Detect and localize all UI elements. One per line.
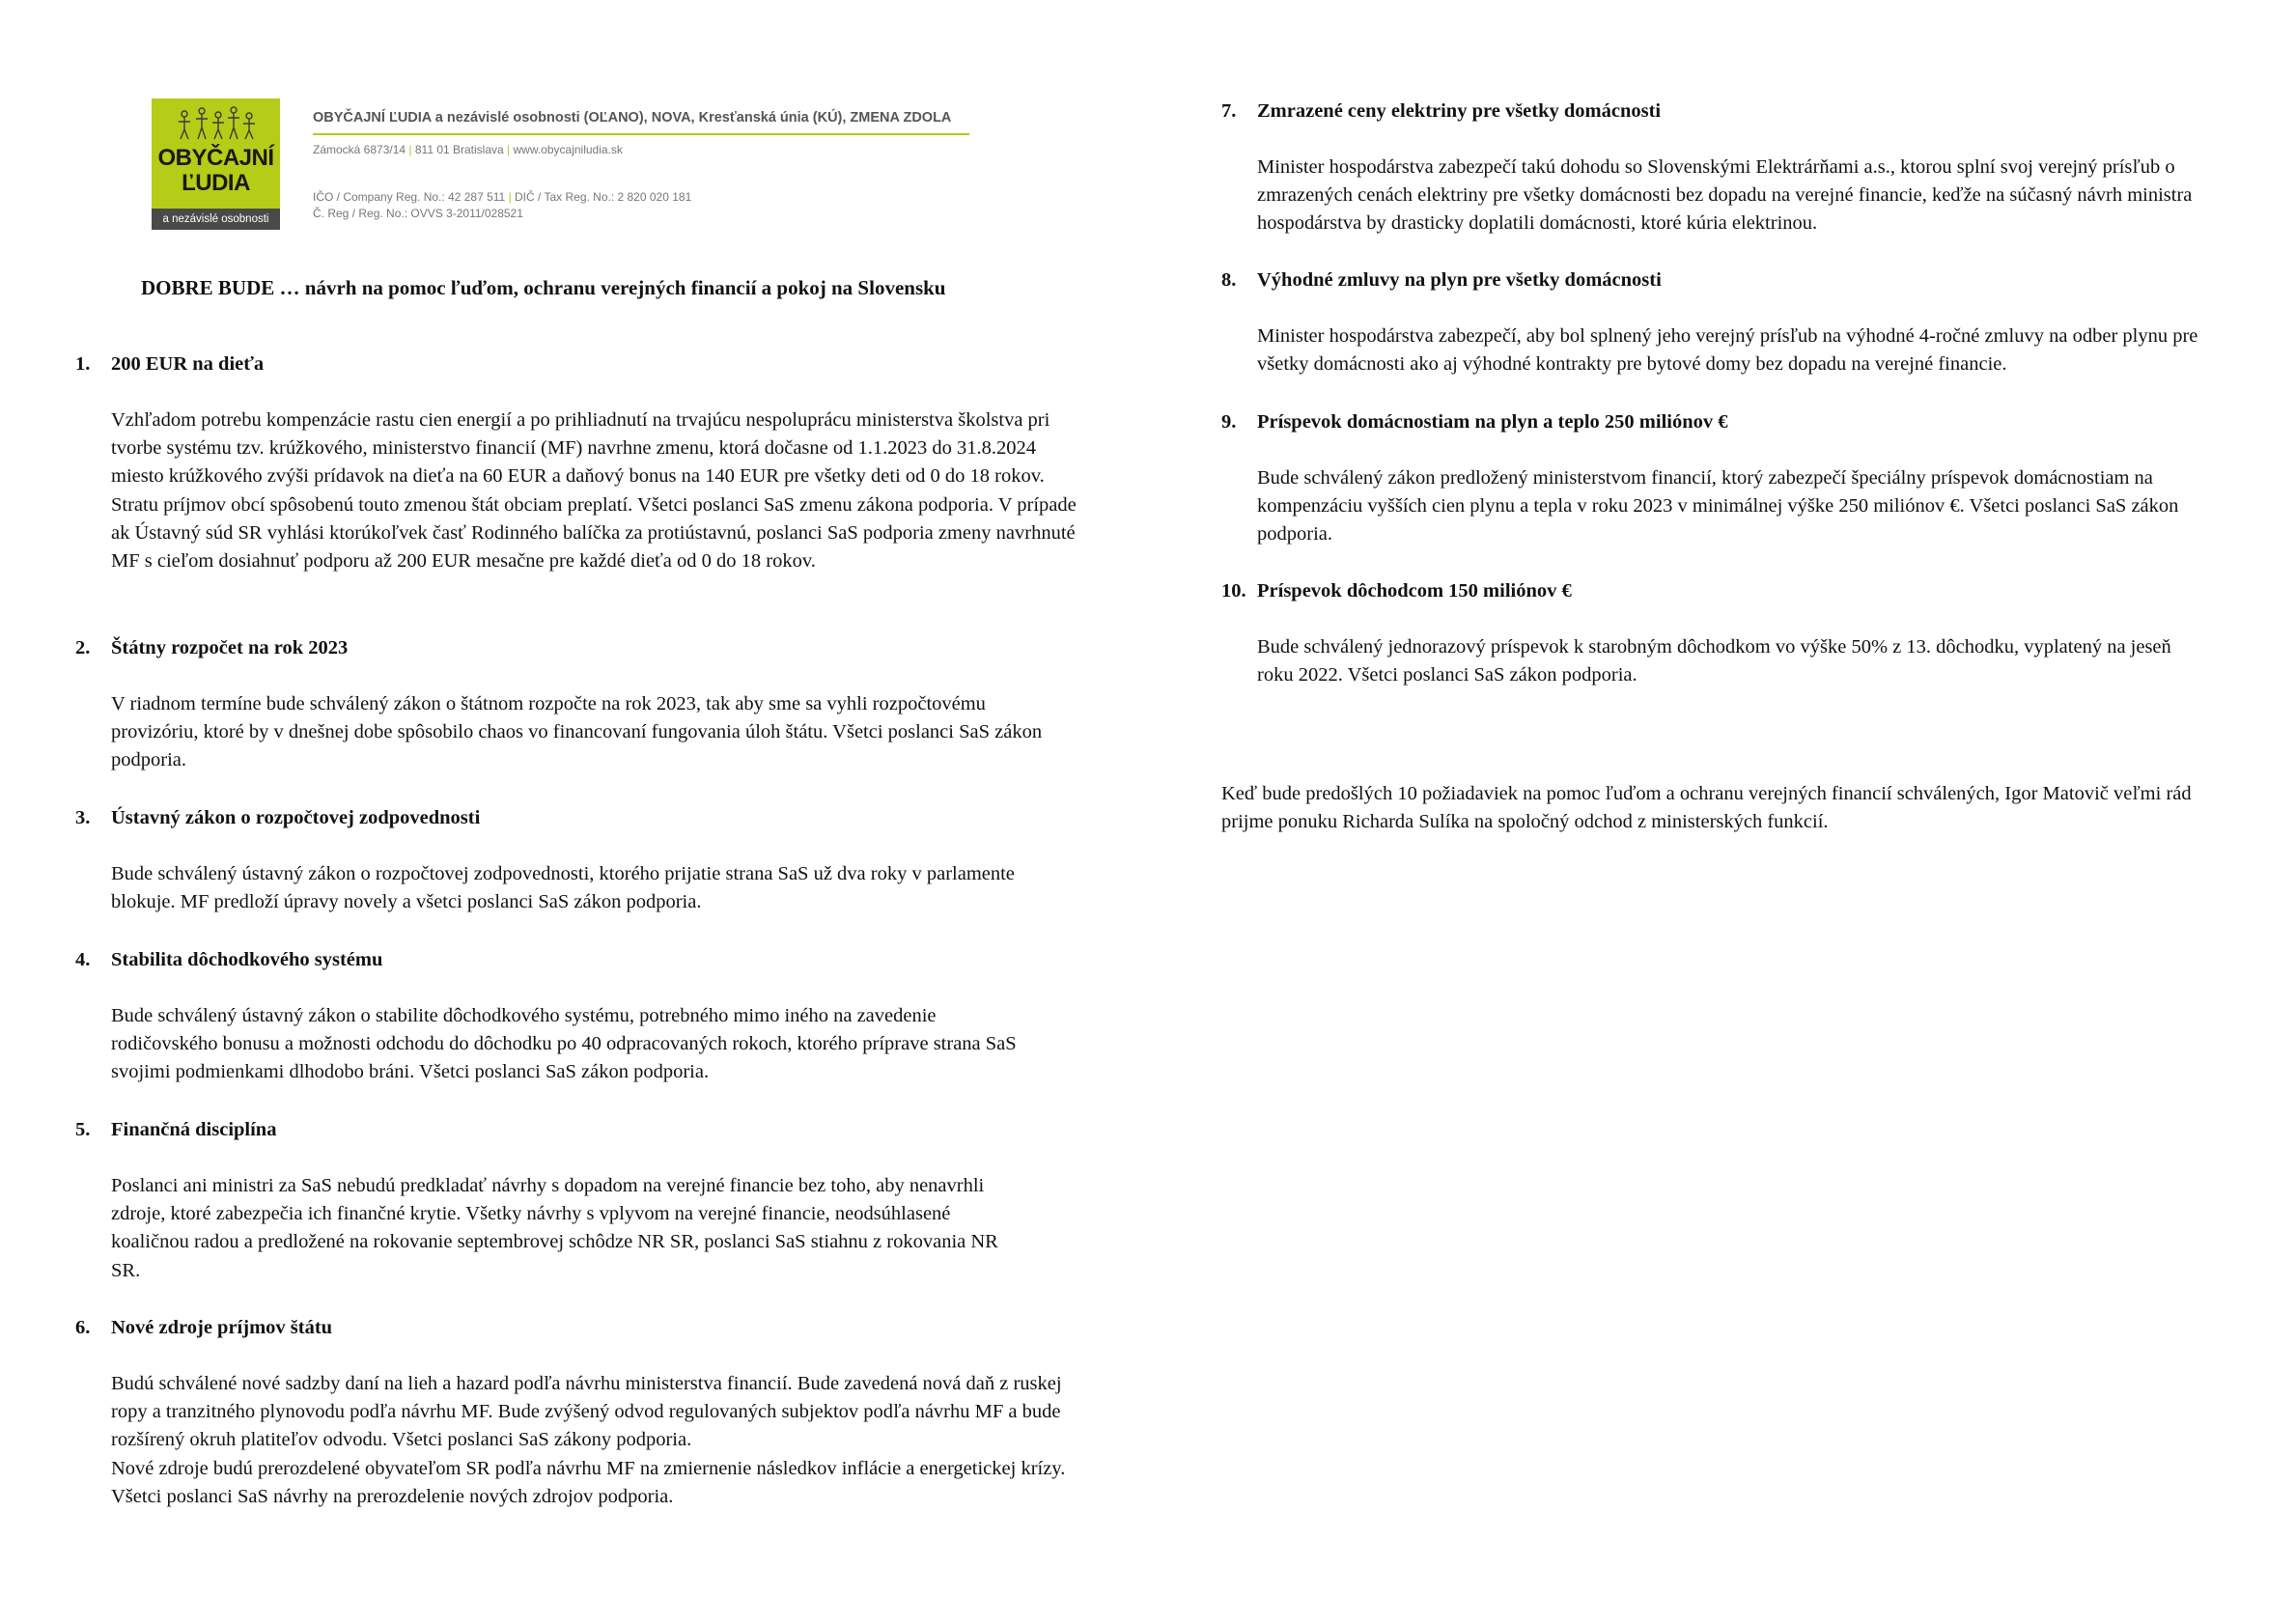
section-number: 7. <box>1221 100 1237 122</box>
section-heading <box>75 634 1050 662</box>
section-7 <box>1221 98 2216 238</box>
reg-ico: IČO / Company Reg. No.: 42 287 511 <box>313 190 506 204</box>
section-number: 2. <box>75 637 91 658</box>
address-street: Zámocká 6873/14 <box>313 143 406 156</box>
section-body <box>1257 322 2213 378</box>
paragraph: Minister hospodárstva zabezpečí takú dohodu so Slovenskými Elektrárňami a.s., ktorou splní svoj verejný prísľub o zmrazených cenách elektriny pre všetky domácnosti bez dopadu na verejné financie, keďže na súčasný návrh ministra hospodárstva by drasticky doplatili domácnosti, ktoré kúria elektrinou. <box>1257 156 2193 235</box>
section-title: Finančná disciplína <box>111 1119 277 1140</box>
section-number: 1. <box>75 353 91 375</box>
section-title: Štátny rozpočet na rok 2023 <box>111 637 349 658</box>
section-heading <box>1221 408 2216 436</box>
section-body <box>111 690 1048 775</box>
letterhead <box>152 98 982 230</box>
separator: | <box>408 143 415 156</box>
separator: | <box>507 143 514 156</box>
logo-subtitle: a nezávislé osobnosti <box>152 209 280 230</box>
section-body <box>111 1370 1067 1511</box>
closing-paragraph: Keď bude predošlých 10 požiadaviek na pomoc ľuďom a ochranu verejných financií schválených, Igor Matovič veľmi rád prijme ponuku Richarda Sulíka na spoločný odchod z ministerských funkcií. <box>1221 783 2192 833</box>
section-8 <box>1221 266 2216 378</box>
paragraph: Minister hospodárstva zabezpečí, aby bol splnený jeho verejný prísľub na výhodné 4-ročné zmluvy na odber plynu pre všetky domácnosti ako aj výhodné kontrakty pre bytové domy bez dopadu na verejné financie. <box>1257 325 2198 376</box>
party-logo <box>152 98 280 230</box>
people-silhouette-icon <box>173 106 260 141</box>
paragraph: Bude schválený ústavný zákon o stabilite dôchodkového systému, potrebného mimo iného na zavedenie rodičovského bonusu a možnosti odchodu do dôchodku po 40 odpracovaných rokoch, ktorého príprave strana SaS svojimi podmienkami dlhodobo bráni. Všetci poslanci SaS zákon podporia. <box>111 1005 1017 1083</box>
paragraph: Bude schválený zákon predložený ministerstvom financií, ktorý zabezpečí špeciálny príspevok domácnostiam na kompenzáciu vyšších cien plynu a tepla v roku 2023 v minimálnej výške 250 miliónov €. Všetci poslanci SaS zákon podporia. <box>1257 467 2179 546</box>
section-body <box>1257 154 2194 238</box>
letterhead-registration <box>313 190 691 204</box>
section-heading <box>75 1116 1050 1144</box>
address-web: www.obycajniludia.sk <box>513 143 623 156</box>
section-heading <box>75 946 1050 974</box>
paragraph: Poslanci ani ministri za SaS nebudú predkladať návrhy s dopadom na verejné financie bez toho, aby nenavrhli zdroje, ktoré zabezpečia ich finančné krytie. Všetky návrhy s vplyvom na verejné financie, neodsúhlasené koaličnou radou a predložené na rokovanie septembrovej schôdze NR SR, poslanci SaS stiahnu z rokovania NR SR. <box>111 1175 998 1281</box>
section-number: 10. <box>1221 580 1246 602</box>
section-5 <box>75 1116 1050 1285</box>
section-number: 4. <box>75 949 91 970</box>
address-city: 811 01 Bratislava <box>414 143 504 156</box>
paragraph: V riadnom termíne bude schválený zákon o štátnom rozpočte na rok 2023, tak aby sme sa vyhli rozpočtovému provizóriu, ktoré by v dnešnej dobe spôsobilo chaos vo financovaní fungovania úloh štátu. Všetci poslanci SaS zákon podporia. <box>111 693 1043 771</box>
section-title: Ústavný zákon o rozpočtovej zodpovednosti <box>111 807 481 828</box>
paragraph: Budú schválené nové sadzby daní na lieh a hazard podľa návrhu ministerstva financií. Bude zavedená nová daň z ruskej ropy a tranzitného plynovodu podľa návrhu MF. Bude zvýšený odvod regulovaných subjektov podľa návrhu MF a bude rozšírený okruh platiteľov odvodu. Všetci poslanci SaS zákony podporia. <box>111 1373 1062 1451</box>
section-body <box>111 1172 1028 1285</box>
paragraph: Vzhľadom potrebu kompenzácie rastu cien energií a po prihliadnutí na trvajúcu nespoluprácu ministerstva školstva pri tvorbe systému tzv. krúžkového, ministerstvo financií (MF) navrhne zmenu, ktorá dočasne od 1.1.2023 do 31.8.2024 miesto krúžkového zvýši prídavok na dieťa na 60 EUR a daňový bonus na 140 EUR pre všetky deti od 0 do 18 rokov. Stratu príjmov obcí spôsobenú touto zmenou štát obciam preplatí. Všetci poslanci SaS zmenu zákona podporia. V prípade ak Ústavný súd SR vyhlási ktorúkoľvek časť Rodinného balíčka za protiústavnú, poslanci SaS podporia zmeny navrhnuté MF s cieľom dosiahnuť podporu až 200 EUR mesačne pre každé dieťa od 0 do 18 rokov. <box>111 409 1077 573</box>
section-number: 6. <box>75 1317 91 1338</box>
letterhead-address <box>313 143 623 156</box>
section-title: 200 EUR na dieťa <box>111 353 265 375</box>
section-heading <box>1221 577 2216 605</box>
section-heading <box>1221 98 2216 126</box>
logo-word-ludia: ĽUDIA <box>182 170 250 196</box>
section-body <box>1257 464 2184 549</box>
paragraph: Bude schválený jednorazový príspevok k starobným dôchodkom vo výške 50% z 13. dôchodku, vyplatený na jeseň roku 2022. Všetci poslanci SaS zákon podporia. <box>1257 636 2171 686</box>
section-6 <box>75 1314 1066 1511</box>
section-body <box>111 406 1077 575</box>
section-number: 9. <box>1221 411 1237 433</box>
section-2 <box>75 634 1050 775</box>
section-title: Zmrazené ceny elektriny pre všetky domácnosti <box>1257 100 1662 122</box>
document-title: DOBRE BUDE … návrh na pomoc ľuďom, ochranu verejných financií a pokoj na Slovensku <box>141 276 946 299</box>
section-body <box>111 1002 1038 1087</box>
section-3 <box>75 804 1050 916</box>
section-number: 8. <box>1221 269 1237 291</box>
section-title: Stabilita dôchodkového systému <box>111 949 383 970</box>
letterhead-divider <box>313 133 969 135</box>
paragraph: Bude schválený ústavný zákon o rozpočtovej zodpovednosti, ktorého prijatie strana SaS už dva roky v parlamente blokuje. MF predloží úpravy novely a všetci poslanci SaS zákon podporia. <box>111 863 1015 913</box>
section-10 <box>1221 577 2216 689</box>
separator: | <box>508 190 516 204</box>
section-4 <box>75 946 1050 1087</box>
section-title: Príspevok domácnostiam na plyn a teplo 250 miliónov € <box>1257 411 1728 433</box>
section-heading <box>1221 266 2216 294</box>
reg-dic: DIČ / Tax Reg. No.: 2 820 020 181 <box>515 190 692 204</box>
logo-word-obycajni: OBYČAJNÍ <box>157 145 274 171</box>
section-title: Príspevok dôchodcom 150 miliónov € <box>1257 580 1572 602</box>
section-number: 3. <box>75 807 91 828</box>
letterhead-title: OBYČAJNÍ ĽUDIA a nezávislé osobnosti (OĽANO), NOVA, Kresťanská únia (KÚ), ZMENA ZDOLA <box>313 110 952 126</box>
section-body <box>111 860 1019 916</box>
section-body <box>1257 633 2194 689</box>
section-title: Výhodné zmluvy na plyn pre všetky domácnosti <box>1257 269 1662 291</box>
section-heading <box>75 350 1050 378</box>
paragraph: Nové zdroje budú prerozdelené obyvateľom SR podľa návrhu MF na zmiernenie následkov inflácie a energetickej krízy. Všetci poslanci SaS návrhy na prerozdelenie nových zdrojov podporia. <box>111 1457 1066 1507</box>
letterhead-registration-2: Č. Reg / Reg. No.: OVVS 3-2011/028521 <box>313 207 523 220</box>
section-9 <box>1221 408 2216 549</box>
section-1 <box>75 350 1077 575</box>
section-heading <box>75 1314 1050 1342</box>
section-title: Nové zdroje príjmov štátu <box>111 1317 333 1338</box>
section-heading <box>75 804 1050 832</box>
section-number: 5. <box>75 1119 91 1140</box>
